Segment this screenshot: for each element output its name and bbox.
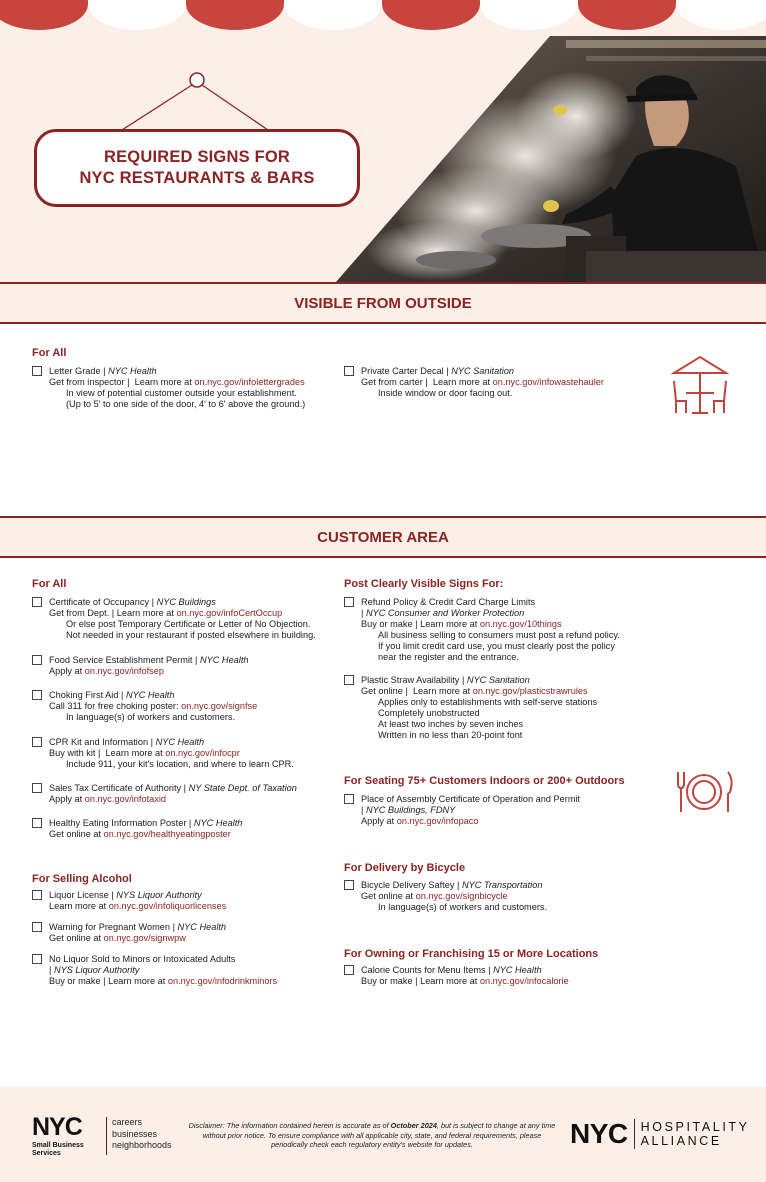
chef-kitchen-photo — [336, 36, 766, 282]
page-title-line2: NYC RESTAURANTS & BARS — [79, 169, 315, 187]
link[interactable]: on.nyc.gov/infotaxid — [84, 794, 166, 804]
link[interactable]: on.nyc.gov/infoliquorlicenses — [108, 901, 227, 911]
list-item: Healthy Eating Information Poster | NYC Health Get online at on.nyc.gov/healthyeatingposter — [32, 818, 342, 840]
checkbox[interactable] — [32, 922, 42, 932]
checkbox[interactable] — [344, 597, 354, 607]
subsection-title: For Seating 75+ Customers Indoors or 200+ Outdoors — [344, 775, 625, 787]
list-item: Place of Assembly Certificate of Operation and Permit | NYC Buildings, FDNY Apply at on.nyc.gov/infopaco — [344, 794, 654, 827]
sbs-logo-nyc: NYC — [32, 1113, 82, 1141]
link[interactable]: on.nyc.gov/infodrinkminors — [167, 976, 278, 986]
link[interactable]: on.nyc.gov/signwpw — [103, 933, 186, 943]
list-item: Certificate of Occupancy | NYC Buildings Get from Dept. | Learn more at on.nyc.gov/infoCertOccup Or else post Temporary Certificate or Letter of No Objection. Not needed in your restaurant if posted elsewhere in building. — [32, 597, 342, 641]
list-item: Private Carter Decal | NYC Sanitation Get from carter | Learn more at on.nyc.gov/infowastehauler Inside window or door facing out. — [344, 366, 654, 399]
link[interactable]: on.nyc.gov/10things — [479, 619, 562, 629]
checkbox[interactable] — [32, 366, 42, 376]
hanging-sign-icon — [120, 72, 280, 132]
section-heading: CUSTOMER AREA — [317, 528, 449, 546]
link[interactable]: on.nyc.gov/infopaco — [396, 816, 479, 826]
awning-decoration — [0, 0, 766, 30]
sbs-tagline: careers businesses neighborhoods — [106, 1117, 172, 1155]
page-title-line1: REQUIRED SIGNS FOR — [103, 148, 291, 166]
link[interactable]: on.nyc.gov/signfse — [181, 701, 258, 711]
checkbox[interactable] — [32, 597, 42, 607]
list-item: Plastic Straw Availability | NYC Sanitation Get online | Learn more at on.nyc.gov/plasticstrawrules Applies only to establishments with self-serve stations Completely unobstructed At least two inches by seven inches Written in no less than 20-point font — [344, 675, 654, 741]
outdoor-table-icon — [670, 353, 730, 417]
checkbox[interactable] — [344, 794, 354, 804]
checkbox[interactable] — [344, 366, 354, 376]
list-item: No Liquor Sold to Minors or Intoxicated Adults | NYS Liquor Authority Buy or make | Learn more at on.nyc.gov/infodrinkminors — [32, 954, 342, 987]
subsection-title: Post Clearly Visible Signs For: — [344, 578, 504, 590]
link[interactable]: on.nyc.gov/plasticstrawrules — [472, 686, 588, 696]
link[interactable]: on.nyc.gov/signbicycle — [415, 891, 508, 901]
section-heading: VISIBLE FROM OUTSIDE — [294, 294, 472, 312]
list-item: Liquor License | NYS Liquor Authority Learn more at on.nyc.gov/infoliquorlicenses — [32, 890, 342, 912]
link[interactable]: on.nyc.gov/infocalorie — [479, 976, 569, 986]
list-item: CPR Kit and Information | NYC Health Buy with kit | Learn more at on.nyc.gov/infocpr Include 911, your kit's location, and where to learn CPR. — [32, 737, 342, 770]
disclaimer: Disclaimer: The information contained herein is accurate as of October 2024, but is subject to change at any time without prior notice. To ensure compliance with all applicable city, state, and federal requirements, please periodically check each regulatory entity's website for updates. — [188, 1121, 556, 1149]
subsection-title: For Selling Alcohol — [32, 873, 132, 885]
link[interactable]: on.nyc.gov/infofsep — [84, 666, 164, 676]
checkbox[interactable] — [32, 818, 42, 828]
checkbox[interactable] — [344, 965, 354, 975]
checkbox[interactable] — [32, 737, 42, 747]
checkbox[interactable] — [32, 890, 42, 900]
checkbox[interactable] — [32, 954, 42, 964]
link[interactable]: on.nyc.gov/infocpr — [165, 748, 240, 758]
checkbox[interactable] — [344, 675, 354, 685]
checkbox[interactable] — [32, 783, 42, 793]
list-item: Calorie Counts for Menu Items | NYC Health Buy or make | Learn more at on.nyc.gov/infocalorie — [344, 965, 654, 987]
list-item: Choking First Aid | NYC Health Call 311 for free choking poster: on.nyc.gov/signfse In language(s) of workers and customers. — [32, 690, 342, 723]
subsection-title: For Delivery by Bicycle — [344, 862, 466, 874]
page-title — [34, 129, 360, 207]
list-item: Warning for Pregnant Women | NYC Health Get online at on.nyc.gov/signwpw — [32, 922, 342, 944]
checkbox[interactable] — [344, 880, 354, 890]
list-item: Refund Policy & Credit Card Charge Limits | NYC Consumer and Worker Protection Buy or make | Learn more at on.nyc.gov/10things All business selling to consumers must post a refund policy. If you limit credit card use, you must clearly post the policy near the register and the entrance. — [344, 597, 654, 663]
link[interactable]: on.nyc.gov/infolettergrades — [194, 377, 305, 387]
checkbox[interactable] — [32, 690, 42, 700]
link[interactable]: on.nyc.gov/healthyeatingposter — [103, 829, 231, 839]
list-item: Bicycle Delivery Saftey | NYC Transportation Get online at on.nyc.gov/signbicycle In language(s) of workers and customers. — [344, 880, 654, 913]
plate-utensils-icon — [674, 770, 734, 814]
link[interactable]: on.nyc.gov/infowastehauler — [492, 377, 604, 387]
link[interactable]: on.nyc.gov/infoCertOccup — [176, 608, 283, 618]
sbs-logo: NYC Small Business Services — [32, 1113, 84, 1157]
list-item: Sales Tax Certificate of Authority | NY State Dept. of Taxation Apply at on.nyc.gov/infotaxid — [32, 783, 342, 805]
section-band-customer — [0, 516, 766, 558]
subsection-title: For All — [32, 578, 67, 590]
section-band-outside — [0, 282, 766, 324]
subsection-title: For All — [32, 347, 67, 359]
checkbox[interactable] — [32, 655, 42, 665]
subsection-title: For Owning or Franchising 15 or More Locations — [344, 948, 599, 960]
list-item: Food Service Establishment Permit | NYC Health Apply at on.nyc.gov/infofsep — [32, 655, 342, 677]
list-item: Letter Grade | NYC Health Get from inspector | Learn more at on.nyc.gov/infolettergrades In view of potential customer outside your establishment. (Up to 5' to one side of the door, 4' to 6' above the ground.) — [32, 366, 342, 410]
hospitality-alliance-logo: NYC HOSPITALITY ALLIANCE — [570, 1118, 750, 1149]
